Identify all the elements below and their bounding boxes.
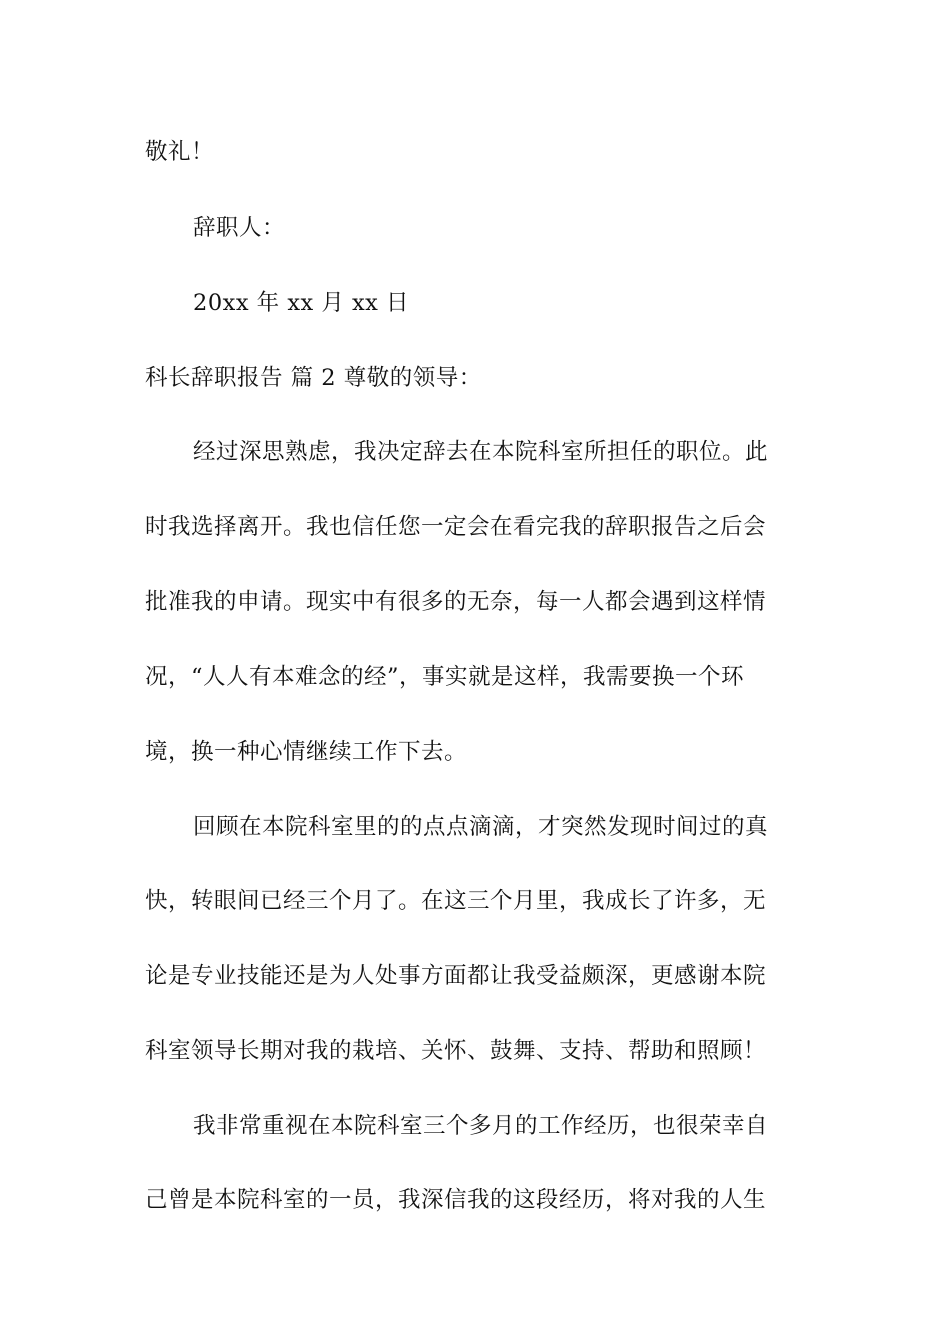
closing-salutation: 敬礼！ [145,139,215,165]
paragraph-line: 我非常重视在本院科室三个多月的工作经历，也很荣幸自 [193,1113,769,1139]
paragraph-line: 快，转眼间已经三个月了。在这三个月里，我成长了许多，无 [145,888,767,914]
paragraph-line: 己曾是本院科室的一员，我深信我的这段经历，将对我的人生 [145,1187,767,1213]
section-heading: 科长辞职报告 篇 2 尊敬的领导： [145,365,482,391]
paragraph-line: 论是专业技能还是为人处事方面都让我受益颇深，更感谢本院 [145,963,767,989]
paragraph-line: 境，换一种心情继续工作下去。 [145,739,468,765]
signature-label: 辞职人： [193,215,286,241]
paragraph-line: 科室领导长期对我的栽培、关怀、鼓舞、支持、帮助和照顾！ [145,1038,767,1064]
paragraph-line: 时我选择离开。我也信任您一定会在看完我的辞职报告之后会 [145,514,767,540]
paragraph-line: 经过深思熟虑，我决定辞去在本院科室所担任的职位。此 [193,439,769,465]
paragraph-line: 况，“人人有本难念的经”，事实就是这样，我需要换一个环 [145,664,745,690]
paragraph-line: 回顾在本院科室里的的点点滴滴，才突然发现时间过的真 [193,814,769,840]
paragraph-line: 批准我的申请。现实中有很多的无奈，每一人都会遇到这样情 [145,589,767,615]
signature-date: 20xx 年 xx 月 xx 日 [193,290,410,316]
